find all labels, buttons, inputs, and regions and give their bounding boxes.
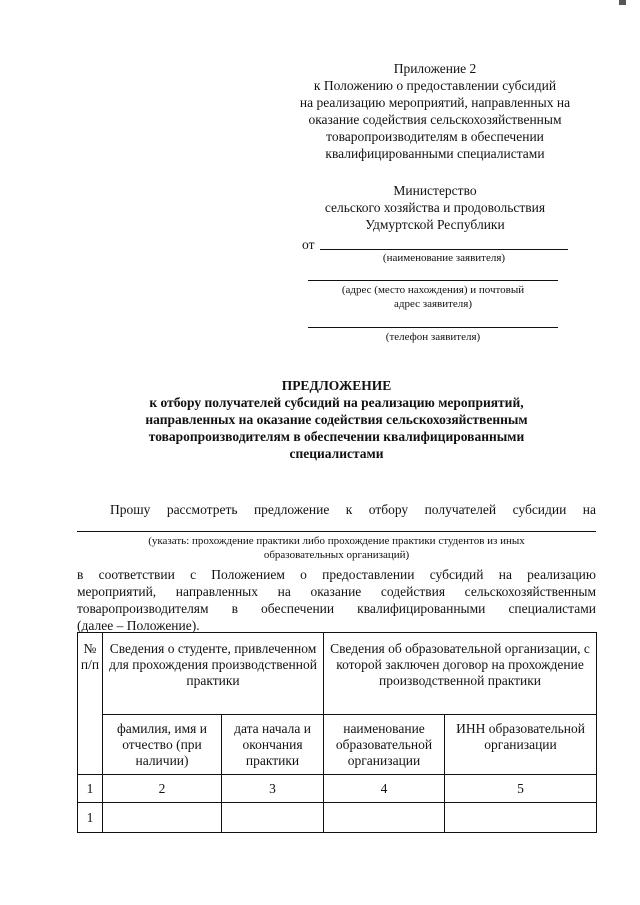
body-paragraph-line: (далее – Положение).: [77, 618, 200, 633]
column-header: ИНН образовательной организации: [445, 715, 597, 775]
ministry-line: Удмуртской Республики: [365, 217, 505, 232]
appendix-line: на реализацию мероприятий, направленных на: [299, 95, 571, 110]
table-cell: [324, 803, 445, 833]
table-cell: 1: [78, 775, 103, 803]
document-subtitle: направленных на оказание содействия сельскохозяйственным: [145, 412, 528, 427]
applicant-name-line: [320, 249, 568, 250]
table-cell: [445, 803, 597, 833]
request-caption: образовательных организаций): [263, 549, 410, 561]
request-line: Прошу рассмотреть предложение к отбору получателей субсидии на: [110, 502, 596, 517]
table-cell: 5: [445, 775, 597, 803]
students-table: [77, 632, 597, 833]
table-cell: 4: [324, 775, 445, 803]
column-header: дата начала и окончания практики: [222, 715, 324, 775]
phone-line: [308, 327, 558, 328]
request-caption: (указать: прохождение практики либо прохождение практики студентов из иных: [148, 535, 525, 547]
table-row: [78, 803, 597, 833]
body-paragraph-line: мероприятий, направленных на оказание содействия сельскохозяйственным: [77, 584, 596, 599]
table-cell: 3: [222, 775, 324, 803]
document-subtitle: товаропроизводителям в обеспечении квалифицированными: [148, 429, 525, 444]
header-org-group: Сведения об образовательной организации, с которой заключен договор на прохождение производственной практики: [324, 633, 597, 715]
from-label: от: [302, 237, 315, 252]
address-caption: адрес заявителя): [393, 298, 473, 310]
body-paragraph-line: в соответствии с Положением о предоставлении субсидий на реализацию: [77, 567, 596, 582]
document-subtitle: специалистами: [289, 446, 384, 461]
ministry-line: Министерство: [393, 183, 477, 198]
header-student-group: Сведения о студенте, привлеченном для прохождения производственной практики: [103, 633, 324, 715]
appendix-line: квалифицированными специалистами: [325, 146, 545, 161]
table-cell: [103, 803, 222, 833]
appendix-line: к Положению о предоставлении субсидий: [313, 78, 557, 93]
appendix-line: Приложение 2: [393, 61, 477, 76]
appendix-line: товаропроизводителям в обеспечении: [326, 129, 544, 144]
phone-caption: (телефон заявителя): [385, 331, 481, 343]
table-cell: 1: [78, 803, 103, 833]
document-subtitle: к отбору получателей субсидий на реализацию мероприятий,: [149, 395, 524, 410]
table-cell: [222, 803, 324, 833]
header-num: № п/п: [78, 633, 103, 775]
address-line: [308, 280, 558, 281]
ministry-line: сельского хозяйства и продовольствия: [324, 200, 546, 215]
table-row: [78, 775, 597, 803]
document-title: ПРЕДЛОЖЕНИЕ: [281, 378, 392, 393]
body-paragraph-line: товаропроизводителям в обеспечении квалифицированными специалистами: [77, 601, 596, 616]
table-cell: 2: [103, 775, 222, 803]
appendix-line: оказание содействия сельскохозяйственным: [308, 112, 562, 127]
address-caption: (адрес (место нахождения) и почтовый: [341, 284, 525, 296]
column-header: фамилия, имя и отчество (при наличии): [103, 715, 222, 775]
scan-corner-mark: [619, 0, 626, 5]
request-fill-line: [77, 531, 596, 532]
column-header: наименование образовательной организации: [324, 715, 445, 775]
applicant-name-caption: (наименование заявителя): [382, 252, 506, 264]
